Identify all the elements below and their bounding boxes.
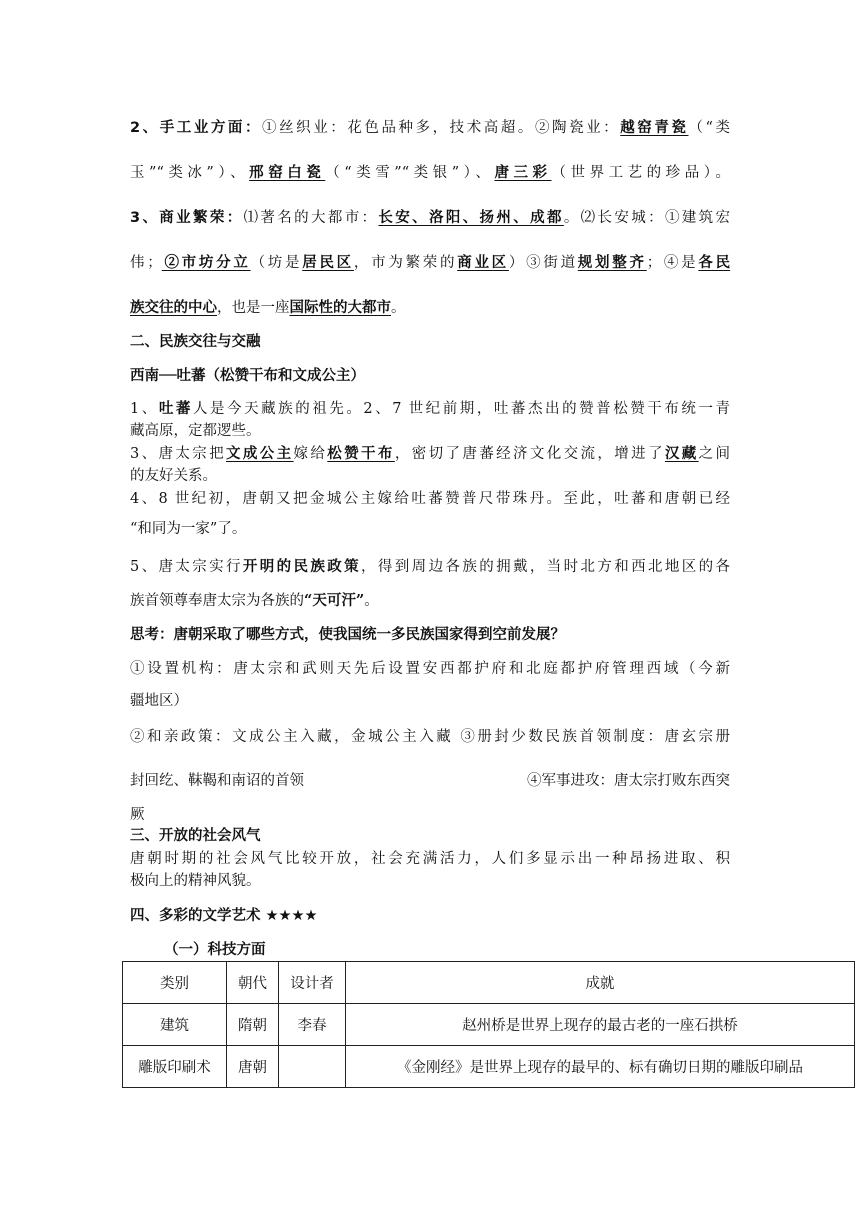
policy-line-2 bbox=[130, 591, 730, 611]
text-span: ；④是 bbox=[646, 255, 699, 271]
technology-table bbox=[122, 961, 855, 1088]
handicraft-line-2 bbox=[130, 163, 730, 183]
handicraft-heading: 2、手工业方面： bbox=[130, 120, 263, 136]
keyword-yue-kiln: 越窑青瓷 bbox=[620, 119, 689, 136]
text-span: 封回纥、靺鞨和南诏的首领 bbox=[130, 773, 304, 789]
tubo-point-4-line-2: “和同为一家”了。 bbox=[130, 521, 247, 537]
text-span: 。 bbox=[391, 300, 406, 316]
text-span: ⑴著名的大都市： bbox=[243, 210, 379, 226]
keyword-han-tibet: 汉藏 bbox=[664, 445, 699, 462]
text-span: 5、唐太宗实行 bbox=[130, 559, 243, 575]
text-span: ，密切了唐蕃经济文化交流，增进了 bbox=[394, 446, 665, 462]
keyword-commercial: 商业区 bbox=[457, 254, 509, 271]
keyword-ethnic-center-1: 各民 bbox=[698, 254, 731, 271]
table-cell: 唐朝 bbox=[227, 1046, 279, 1088]
text-span: （世界工艺的珍品）。 bbox=[551, 165, 731, 181]
commerce-line-3 bbox=[130, 298, 730, 318]
table-header-cell: 朝代 bbox=[227, 962, 279, 1004]
text-span: ①丝织业：花色品种多，技术高超。②陶瓷业： bbox=[262, 120, 621, 136]
social-line-1: 唐朝时期的社会风气比较开放，社会充满活力，人们多显示出一种昂扬进取、积 bbox=[130, 851, 730, 867]
text-span: ，市为繁荣的 bbox=[353, 255, 458, 271]
tubo-point-3-line-2: 的友好关系。 bbox=[130, 468, 217, 484]
keyword-tian-kehan: “天可汗” bbox=[304, 592, 365, 609]
section-heading-ethnic: 二、民族交往与交融 bbox=[130, 334, 261, 350]
table-cell: 赵州桥是世界上现存的最古老的一座石拱桥 bbox=[346, 1004, 855, 1046]
keyword-open-policy: 开明的民族政策 bbox=[242, 558, 362, 575]
tubo-point-1-line-2: 藏高原，定都逻些。 bbox=[130, 423, 261, 439]
table-cell: 建筑 bbox=[123, 1004, 227, 1046]
text-span: ，得到周边各族的拥戴，当时北方和西北地区的各 bbox=[361, 559, 731, 575]
keyword-tubo: 吐蕃 bbox=[158, 400, 193, 417]
text-span: ④军事进攻：唐太宗打败东西突 bbox=[527, 773, 730, 789]
keyword-princess-wencheng: 文成公主 bbox=[226, 445, 294, 462]
text-span: 之间 bbox=[698, 446, 731, 462]
subheading-tubo: 西南──吐蕃（松赞干布和文成公主） bbox=[130, 368, 365, 384]
table-cell bbox=[279, 1046, 346, 1088]
keyword-xing-kiln: 邢窑白瓷 bbox=[249, 164, 326, 181]
keyword-ethnic-center-2: 族交往的中心 bbox=[130, 299, 217, 316]
table-header-cell: 类别 bbox=[123, 962, 227, 1004]
table-row bbox=[123, 1046, 855, 1088]
tubo-point-1-line-1 bbox=[130, 399, 730, 419]
think-answer-2-line-3: 厥 bbox=[130, 807, 145, 823]
table-header-row bbox=[123, 962, 855, 1004]
tubo-point-4-line-1: 4、8 世纪初，唐朝又把金城公主嫁给吐蕃赞普尺带珠丹。至此，吐蕃和唐朝已经 bbox=[130, 491, 730, 507]
keyword-market-ward: ②市坊分立 bbox=[161, 254, 251, 271]
text-span: 3、唐太宗把 bbox=[130, 446, 226, 462]
commerce-line-2 bbox=[130, 253, 730, 273]
think-answer-2-line-2 bbox=[130, 771, 730, 791]
policy-line-1 bbox=[130, 557, 730, 577]
tubo-point-3-line-1 bbox=[130, 444, 730, 464]
handicraft-line-1 bbox=[130, 118, 730, 138]
text-span: 1、 bbox=[130, 401, 159, 417]
text-span: ，也是一座 bbox=[217, 300, 290, 316]
keyword-cities: 长安、洛阳、扬州、成都 bbox=[378, 209, 564, 226]
table-cell: 隋朝 bbox=[227, 1004, 279, 1046]
keyword-international-city: 国际性的大都市 bbox=[289, 299, 391, 316]
text-span: 嫁给 bbox=[293, 446, 328, 462]
social-line-2: 极向上的精神风貌。 bbox=[130, 873, 261, 889]
commerce-heading: 3、商业繁荣： bbox=[130, 210, 244, 226]
subheading-technology: （一）科技方面 bbox=[164, 942, 266, 958]
think-answer-2-line-1: ②和亲政策：文成公主入藏，金城公主入藏 ③册封少数民族首领制度：唐玄宗册 bbox=[130, 729, 730, 745]
table-cell: 雕版印刷术 bbox=[123, 1046, 227, 1088]
table-row bbox=[123, 1004, 855, 1046]
text-span: （“类 bbox=[688, 120, 731, 136]
think-question: 思考：唐朝采取了哪些方式，使我国统一多民族国家得到空前发展？ bbox=[130, 627, 565, 643]
text-span: （“类雪”“类银”）、 bbox=[325, 165, 495, 181]
section-heading-arts: 四、多彩的文学艺术 ★★★★ bbox=[130, 908, 318, 924]
text-span: 伟； bbox=[130, 255, 162, 271]
text-span: 人是今天藏族的祖先。2、7 世纪前期，吐蕃杰出的赞普松赞干布统一青 bbox=[192, 401, 731, 417]
text-span: 。⑵长安城：①建筑宏 bbox=[563, 210, 731, 226]
text-span: 玉”“类冰”）、 bbox=[130, 165, 250, 181]
text-span: （坊是 bbox=[250, 255, 303, 271]
text-span: 族首领尊奉唐太宗为各族的 bbox=[130, 593, 304, 609]
think-answer-1-line-2: 疆地区） bbox=[130, 693, 188, 709]
table-header-cell: 成就 bbox=[346, 962, 855, 1004]
commerce-line-1 bbox=[130, 208, 730, 228]
keyword-planning: 规划整齐 bbox=[577, 254, 647, 271]
keyword-residential: 居民区 bbox=[302, 254, 354, 271]
keyword-tang-sancai: 唐三彩 bbox=[494, 164, 552, 181]
text-span: ）③街道 bbox=[508, 255, 578, 271]
keyword-songtsen-gampo: 松赞干布 bbox=[327, 445, 395, 462]
table-header-cell: 设计者 bbox=[279, 962, 346, 1004]
table-cell: 《金刚经》是世界上现存的最早的、标有确切日期的雕版印刷品 bbox=[346, 1046, 855, 1088]
table-cell: 李春 bbox=[279, 1004, 346, 1046]
section-heading-social: 三、开放的社会风气 bbox=[130, 828, 261, 844]
text-span: 。 bbox=[364, 593, 379, 609]
think-answer-1-line-1: ①设置机构：唐太宗和武则天先后设置安西都护府和北庭都护府管理西域（今新 bbox=[130, 661, 730, 677]
